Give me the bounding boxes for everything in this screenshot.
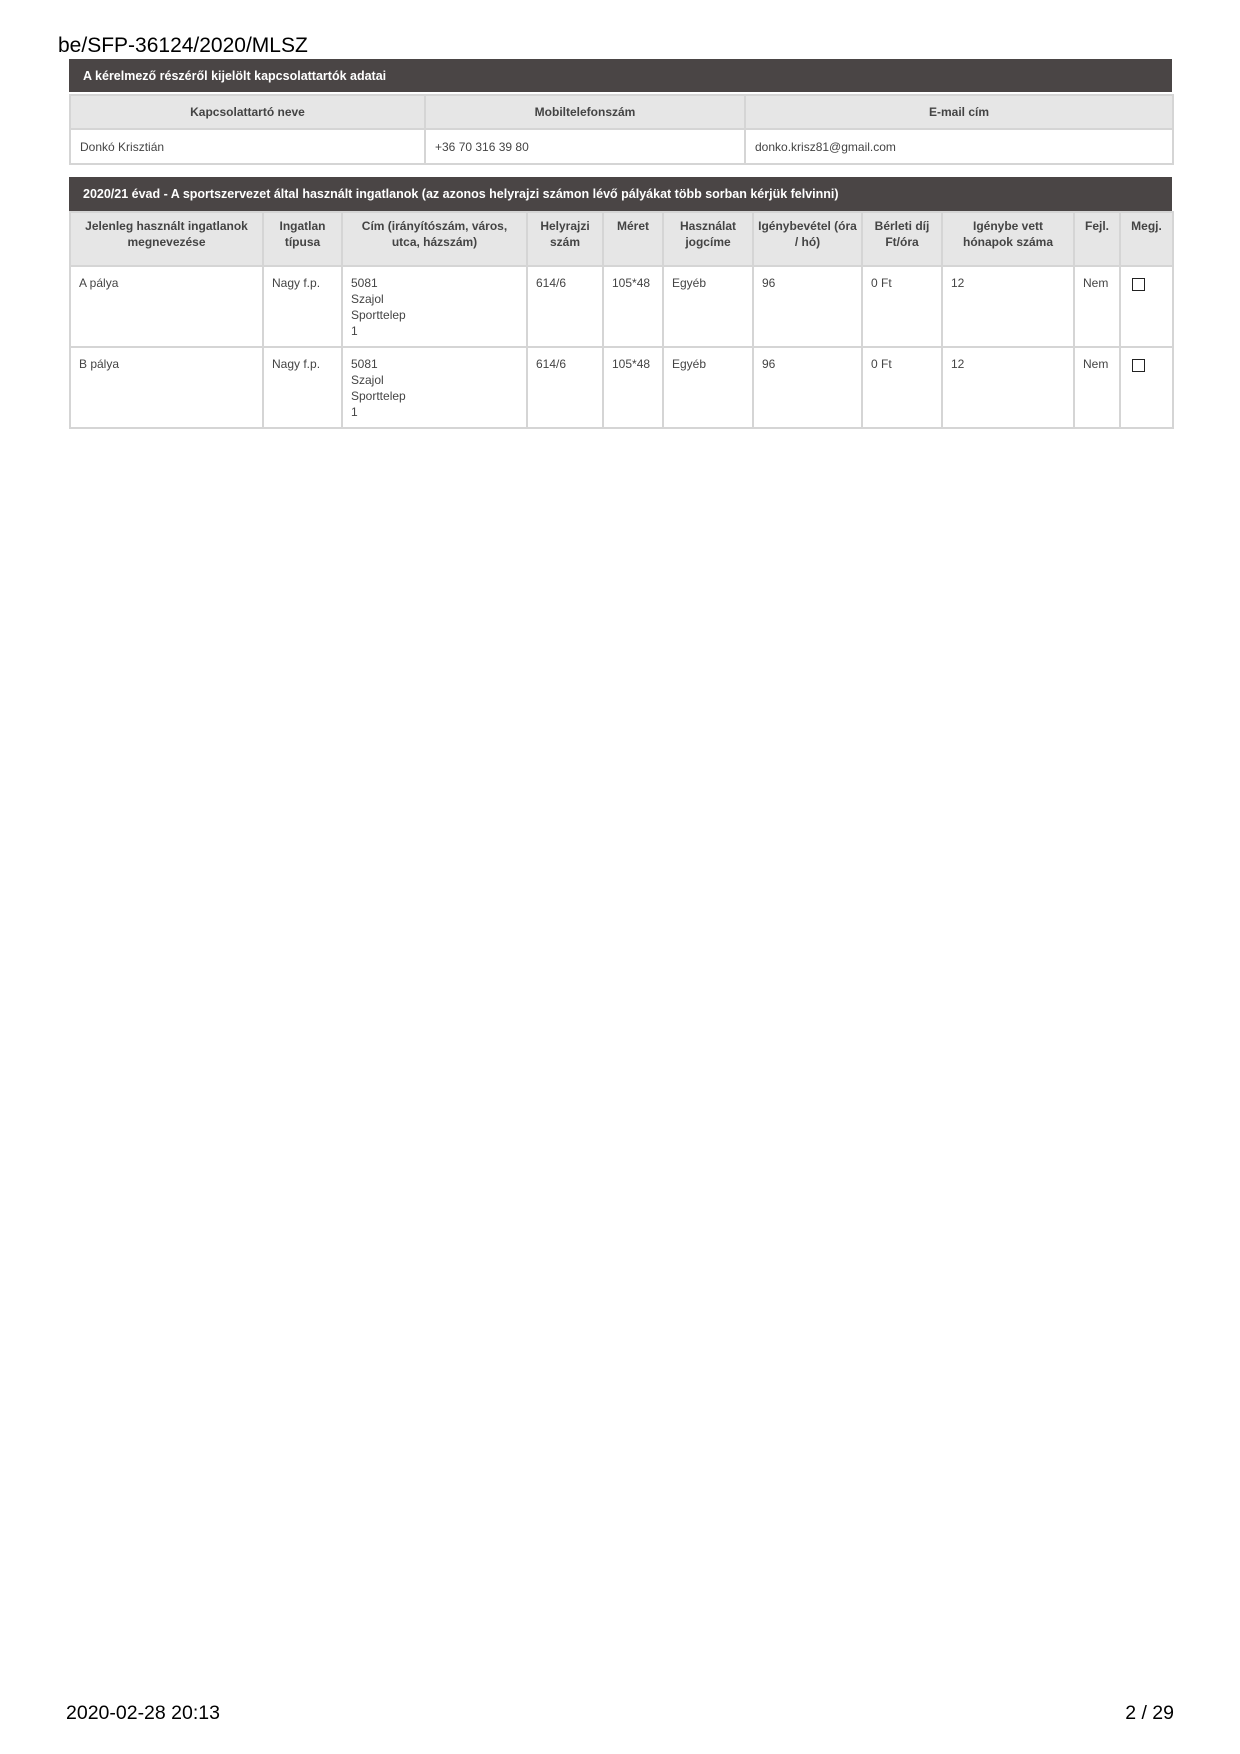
column-header: Cím (irányítószám, város, utca, házszám) bbox=[342, 212, 527, 266]
address-number: 1 bbox=[351, 324, 358, 338]
table-row bbox=[70, 347, 1173, 428]
contact-phone: +36 70 316 39 80 bbox=[425, 129, 745, 164]
column-header: Helyrajzi szám bbox=[527, 212, 603, 266]
property-usage: Egyéb bbox=[663, 347, 753, 428]
address-zip: 5081 bbox=[351, 276, 378, 290]
property-header-row bbox=[70, 212, 1173, 266]
property-development: Nem bbox=[1074, 347, 1120, 428]
property-name: B pálya bbox=[70, 347, 263, 428]
footer-page-number: 2 / 29 bbox=[1125, 1702, 1174, 1724]
property-table bbox=[69, 211, 1174, 429]
column-header: Mobiltelefonszám bbox=[425, 95, 745, 129]
note-checkbox[interactable] bbox=[1132, 359, 1145, 372]
column-header: Megj. bbox=[1120, 212, 1173, 266]
property-months: 12 bbox=[942, 266, 1074, 347]
column-header: Jelenleg használt ingatlanok megnevezése bbox=[70, 212, 263, 266]
property-size: 105*48 bbox=[603, 266, 663, 347]
property-lot: 614/6 bbox=[527, 347, 603, 428]
table-row bbox=[70, 266, 1173, 347]
address-city: Szajol bbox=[351, 292, 384, 306]
column-header: Bérleti díj Ft/óra bbox=[862, 212, 942, 266]
column-header: E-mail cím bbox=[745, 95, 1173, 129]
note-checkbox[interactable] bbox=[1132, 278, 1145, 291]
column-header: Ingatlan típusa bbox=[263, 212, 342, 266]
footer-timestamp: 2020-02-28 20:13 bbox=[66, 1702, 220, 1724]
property-fee: 0 Ft bbox=[862, 347, 942, 428]
property-hours: 96 bbox=[753, 347, 862, 428]
address-number: 1 bbox=[351, 405, 358, 419]
property-name: A pálya bbox=[70, 266, 263, 347]
contact-email: donko.krisz81@gmail.com bbox=[745, 129, 1173, 164]
contacts-header-row bbox=[70, 95, 1173, 129]
column-header: Igénybe vett hónapok száma bbox=[942, 212, 1074, 266]
address-zip: 5081 bbox=[351, 357, 378, 371]
column-header: Használat jogcíme bbox=[663, 212, 753, 266]
property-months: 12 bbox=[942, 347, 1074, 428]
contacts-table bbox=[69, 94, 1174, 165]
address-street: Sporttelep bbox=[351, 308, 406, 322]
property-development: Nem bbox=[1074, 266, 1120, 347]
property-section-title: 2020/21 évad - A sportszervezet által használt ingatlanok (az azonos helyrajzi számon lévő pályákat több sorban kérjük felvinni) bbox=[69, 177, 1172, 211]
table-row bbox=[70, 129, 1173, 164]
contact-name: Donkó Krisztián bbox=[70, 129, 425, 164]
property-address bbox=[342, 266, 527, 347]
property-note bbox=[1120, 266, 1173, 347]
property-type: Nagy f.p. bbox=[263, 347, 342, 428]
contacts-section-title: A kérelmező részéről kijelölt kapcsolattartók adatai bbox=[69, 59, 1172, 92]
column-header: Fejl. bbox=[1074, 212, 1120, 266]
column-header: Kapcsolattartó neve bbox=[70, 95, 425, 129]
column-header: Méret bbox=[603, 212, 663, 266]
address-city: Szajol bbox=[351, 373, 384, 387]
property-hours: 96 bbox=[753, 266, 862, 347]
property-type: Nagy f.p. bbox=[263, 266, 342, 347]
property-size: 105*48 bbox=[603, 347, 663, 428]
property-address bbox=[342, 347, 527, 428]
property-fee: 0 Ft bbox=[862, 266, 942, 347]
property-lot: 614/6 bbox=[527, 266, 603, 347]
property-note bbox=[1120, 347, 1173, 428]
document-id: be/SFP-36124/2020/MLSZ bbox=[58, 34, 308, 57]
column-header: Igénybevétel (óra / hó) bbox=[753, 212, 862, 266]
address-street: Sporttelep bbox=[351, 389, 406, 403]
property-usage: Egyéb bbox=[663, 266, 753, 347]
